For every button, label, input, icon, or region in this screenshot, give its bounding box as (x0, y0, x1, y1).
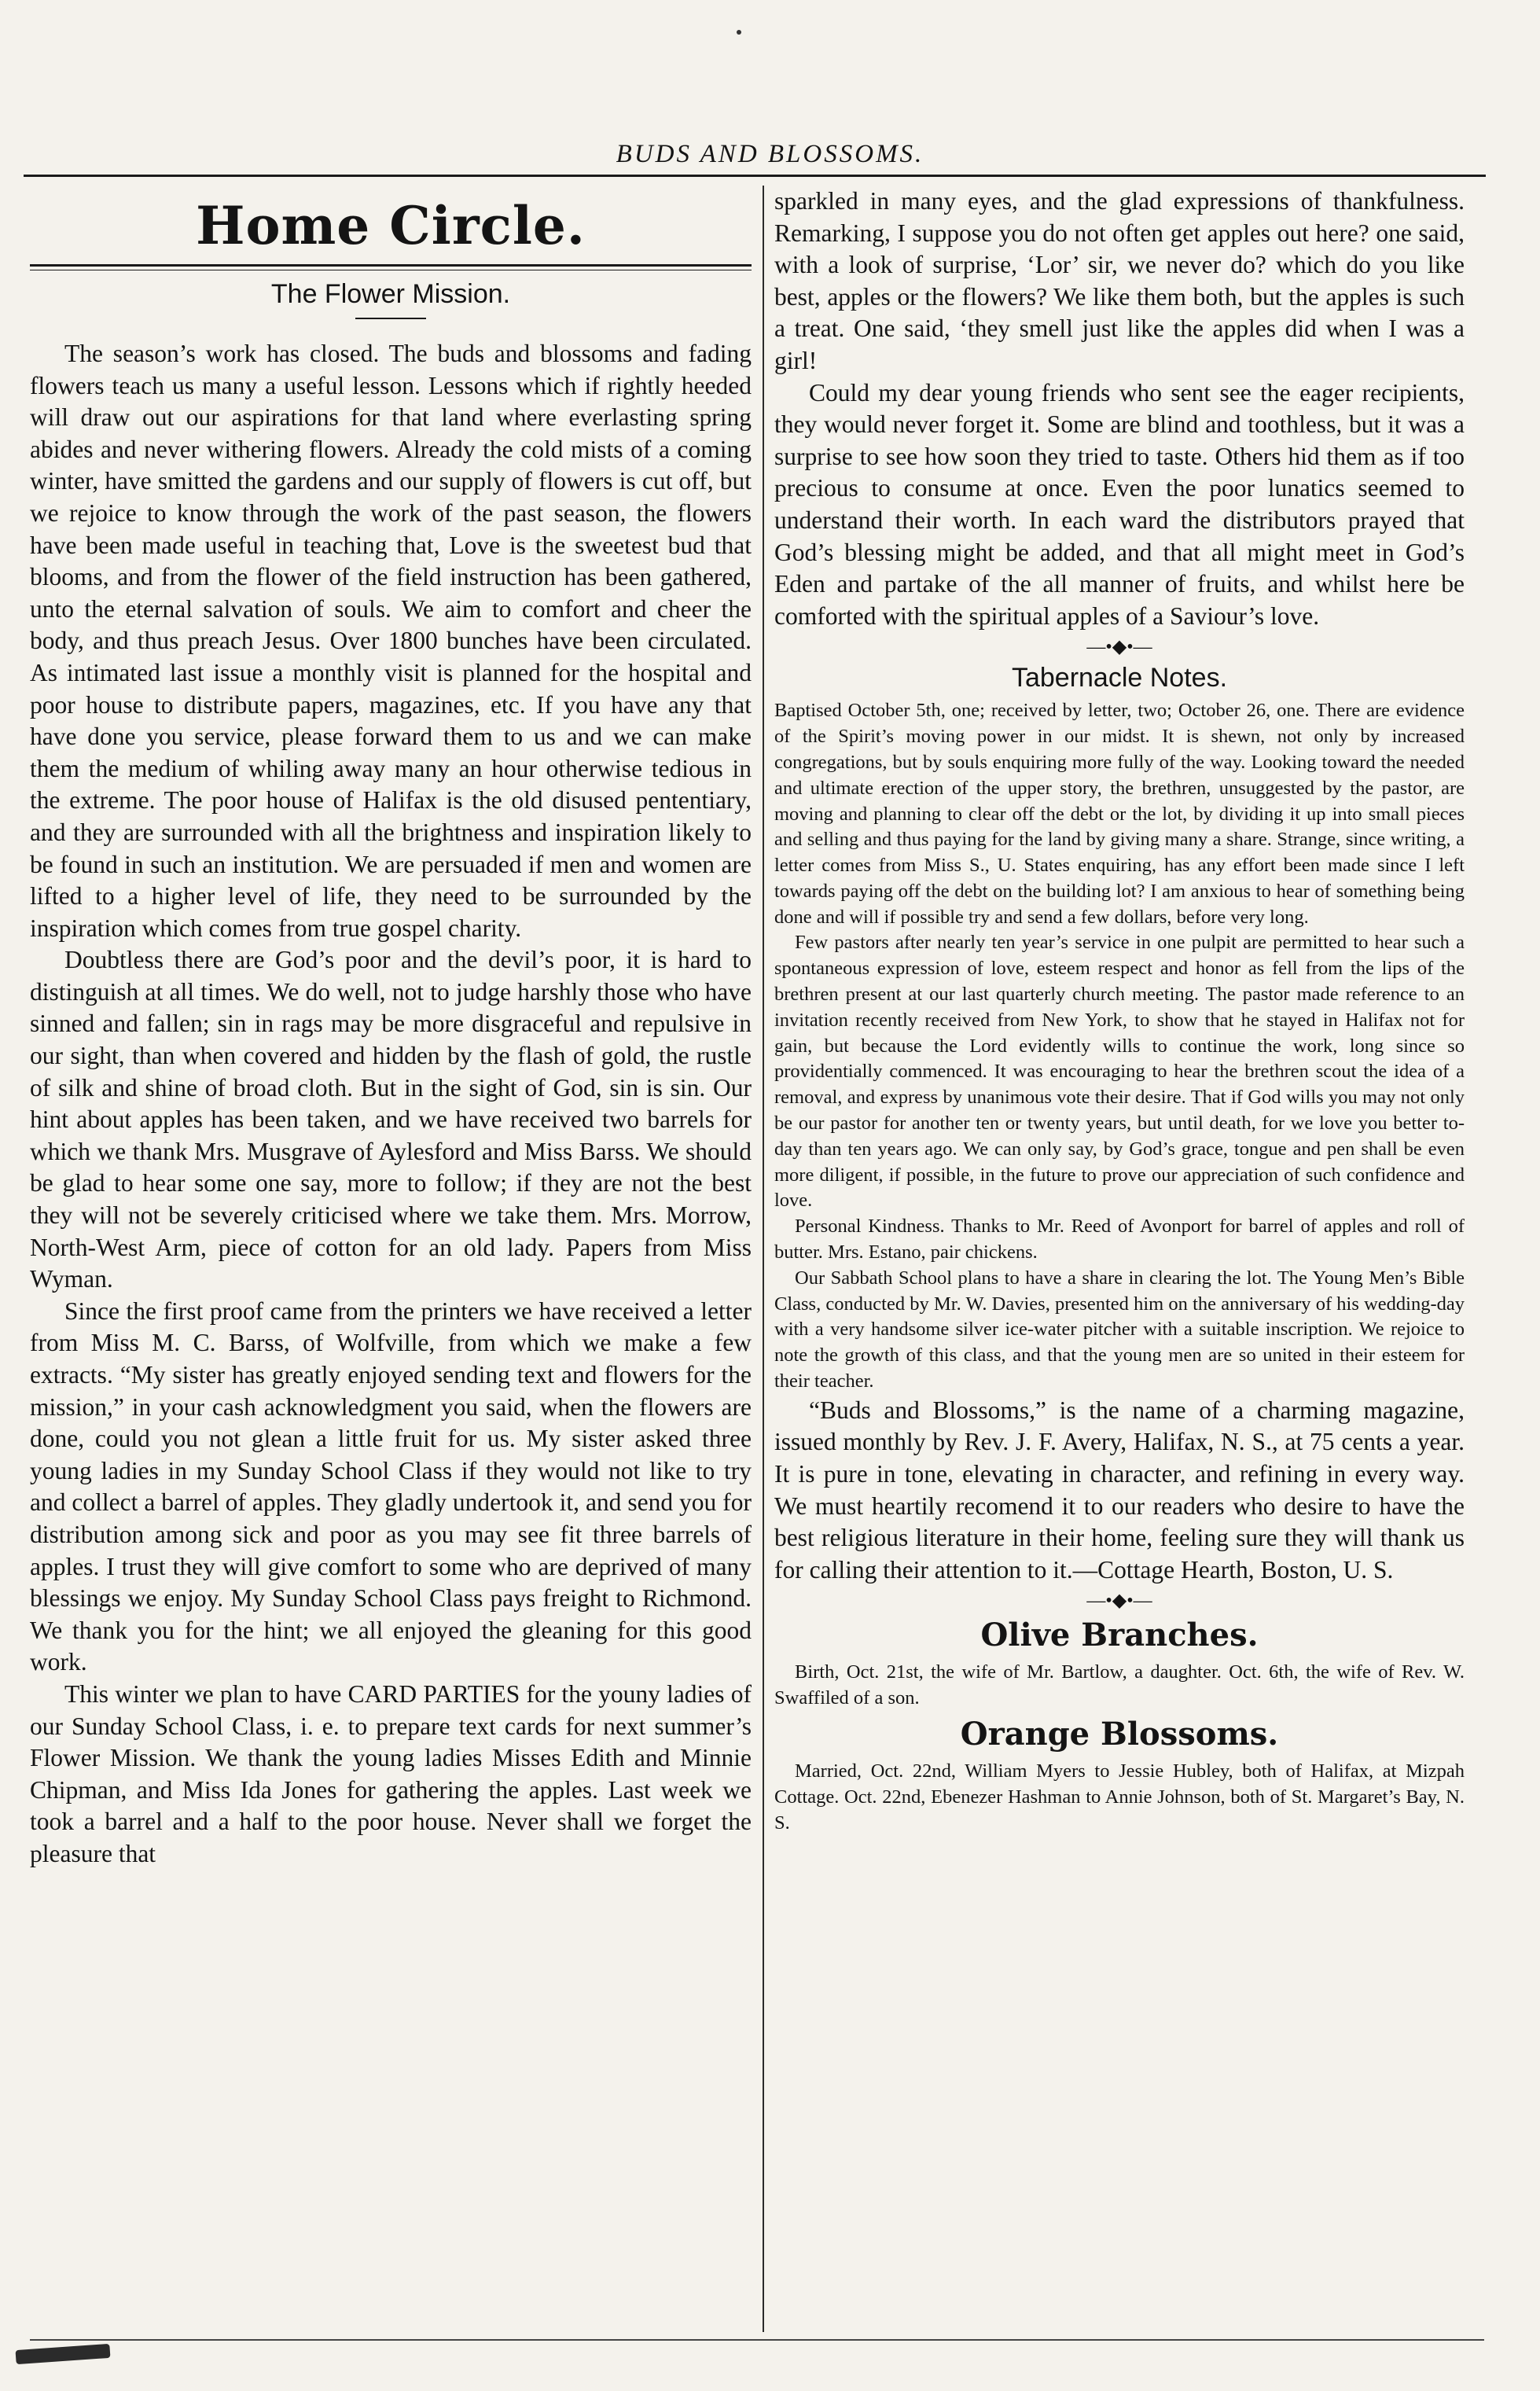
ornament-divider: —•◆•— (1086, 1591, 1152, 1612)
left-column (30, 186, 752, 1870)
paragraph: Could my dear young friends who sent see the eager recipients, they would never forget it. Some are blind and toothless, but it was a surprise to see how soon they tried to taste. Others hid them as if too precious to consume at once. Even the poor lunatics seemed to understand their worth. In each ward the distributors prayed that God’s blessing might be added, and that all might meet in God’s Eden and partake of the all manner of fruits, and whilst here be comforted with the spiritual apples of a Saviour’s love. (774, 378, 1465, 630)
paragraph: This winter we plan to have CARD PARTIES for the youny ladies of our Sunday School Class, i. e. to prepare text cards for next summer’s Flower Mission. We thank the young ladies Misses Edith and Minnie Chipman, and Miss Ida Jones for gathering the apples. Last week we took a barrel and a half to the poor house. Never shall we forget the pleasure that (30, 1679, 752, 1867)
bottom-rule (30, 2339, 1484, 2341)
orange-blossoms-title: Orange Blossoms. (960, 1715, 1279, 1753)
birth-notice: Birth, Oct. 21st, the wife of Mr. Bartlow, a daughter. Oct. 6th, the wife of Rev. W. Swaffiled of a son. (774, 1661, 1465, 1709)
right-column (774, 186, 1465, 1836)
ink-stain (16, 2344, 111, 2364)
note: Baptised October 5th, one; received by letter, two; October 26, one. There are evidence of the Spirit’s moving power in our midst. It is shewn, not only by increased congregations, but by souls enquiring more fully of the way. Looking toward the needed and ultimate erection of the upper story, the brethren, unsuggested by the pastor, are moving and planning to clear off the debt or the lot, by dividing it up into small pieces and selling and thus paying for the land by giving many a share. Strange, since writing, a letter comes from Miss S., U. States enquiring, has any effort been made since I left towards paying off the debt on the building lot? I am anxious to hear of something being done and will if possible try and send a few dollars, before very long. (774, 700, 1465, 928)
paragraph: Doubtless there are God’s poor and the devil’s poor, it is hard to distinguish at all times. We do well, not to judge harshly those who have sinned and fallen; sin in rags may be more disgraceful and repulsive in our sight, than when covered and hidden by the flash of gold, the rustle of silk and shine of broad cloth. But in the sight of God, sin is sin. Our hint about apples has been taken, and we have received two barrels for which we thank Mrs. Musgrave of Aylesford and Miss Barss. We should be glad to hear some one say, more to follow; if they are not the best they will not be severely criticised where we take them. Mrs. Morrow, North-West Arm, piece of cotton for an old lady. Papers from Miss Wyman. (30, 946, 752, 1293)
note: Few pastors after nearly ten year’s service in one pulpit are permitted to hear such a spontaneous expression of love, esteem respect and honor as fell from the lips of the brethren present at our last quarterly church meeting. The pastor made reference to an invitation recently received from New York, to show that he stayed in Halifax not for gain, but because the Lord evidently wills to continue the work, long since so providentially commenced. It was encouraging to hear the brethren scout the idea of a removal, and express by unanimous vote their desire. That if God wills you may not only be our pastor for another ten or twenty years, but until death, for we love you better to-day than ten years ago. We can only say, by God’s grace, tongue and pen shall be even more diligent, if possible, in the future to prove our appreciation of such confidence and love. (774, 932, 1465, 1212)
header-rule (24, 175, 1486, 177)
running-head: BUDS AND BLOSSOMS. (616, 140, 924, 168)
section-title: Home Circle. (196, 195, 586, 256)
quote-paragraph: “Buds and Blossoms,” is the name of a charming magazine, issued monthly by Rev. J. F. Avery, Halifax, N. S., at 75 cents a year. It is pure in tone, elevating in character, and refining in every way. We must heartily recomend it to our readers who desire to have the best religious literature in their home, feeling sure they will thank us for calling their attention to it.—Cottage Hearth, Boston, U. S. (774, 1396, 1465, 1584)
olive-branches-title: Olive Branches. (980, 1617, 1259, 1654)
ornament-divider: —•◆•— (1086, 637, 1152, 658)
column-rule (763, 186, 764, 2332)
marriage-notice: Married, Oct. 22nd, William Myers to Jessie Hubley, both of Halifax, at Mizpah Cottage. Oct. 22nd, Ebenezer Hashman to Annie Johnson, both of St. Margaret’s Bay, N. S. (774, 1760, 1465, 1834)
article-title: The Flower Mission. (270, 279, 511, 309)
note: Personal Kindness. Thanks to Mr. Reed of Avonport for barrel of apples and roll of butter. Mrs. Estano, pair chickens. (774, 1216, 1465, 1264)
paragraph: The season’s work has closed. The buds and blossoms and fading flowers teach us many a useful lesson. Lessons which if rightly heeded will draw out our aspirations for that land where everlasting spring abides and never withering flowers. Already the cold mists of a coming winter, have smitted the gardens and our supply of flowers is cut off, but we rejoice to know through the work of the past season, the flowers have been made useful in teaching that, Love is the sweetest bud that blooms, and from the flower of the field instruction has been gathered, unto the eternal salvation of souls. We aim to comfort and cheer the body, and thus preach Jesus. Over 1800 bunches have been circulated. As intimated last issue a monthly visit is planned for the hospital and poor house to distribute papers, magazines, etc. If you have any that have done you service, please forward them to us and we can make them the medium of whiling away many an hour otherwise tedious in the extreme. The poor house of Halifax is the old disused pententiary, and they are surrounded with all the brightness and inspiration likely to be found in such an institution. We are persuaded if men and women are lifted to a higher level of life, they need to be surrounded by the inspiration which comes from true gospel charity. (30, 340, 752, 942)
tabernacle-title: Tabernacle Notes. (1011, 663, 1228, 693)
note: Our Sabbath School plans to have a share in clearing the lot. The Young Men’s Bible Class, conducted by Mr. W. Davies, presented him on the anniversary of his wedding-day with a very handsome silver ice-water pitcher with a suitable inscription. We rejoice to note the growth of this class, and that the young men are so united in their esteem for their teacher. (774, 1267, 1465, 1392)
paragraph: Since the first proof came from the printers we have received a letter from Miss M. C. Barss, of Wolfville, from which we make a few extracts. “My sister has greatly enjoyed sending text and flowers for the mission,” in your cash acknowledgment you said, when the flowers are done, could you not glean a little fruit for us. My sister asked three young ladies in my Sunday School Class if they would not like to try and collect a barrel of apples. They gladly undertook it, and send you for distribution among sick and poor as you may see fit three barrels of apples. I trust they will give comfort to some who are deprived of many blessings we enjoy. My Sunday School Class pays freight to Richmond. We thank you for the hint; we all enjoyed the gleaning for this good work. (30, 1297, 752, 1676)
short-rule (355, 318, 426, 319)
tabernacle-notes (774, 698, 1465, 1395)
title-rule (30, 264, 752, 267)
paragraph: sparkled in many eyes, and the glad expressions of thankfulness. Remarking, I suppose you do not often get apples out here? one said, with a look of surprise, ‘Lor’ sir, we never do? which do you like best, apples or the flowers? We like them both, but the apples is such a treat. One said, ‘they smell just like the apples did when I was a girl! (774, 187, 1465, 374)
speck (737, 30, 741, 35)
